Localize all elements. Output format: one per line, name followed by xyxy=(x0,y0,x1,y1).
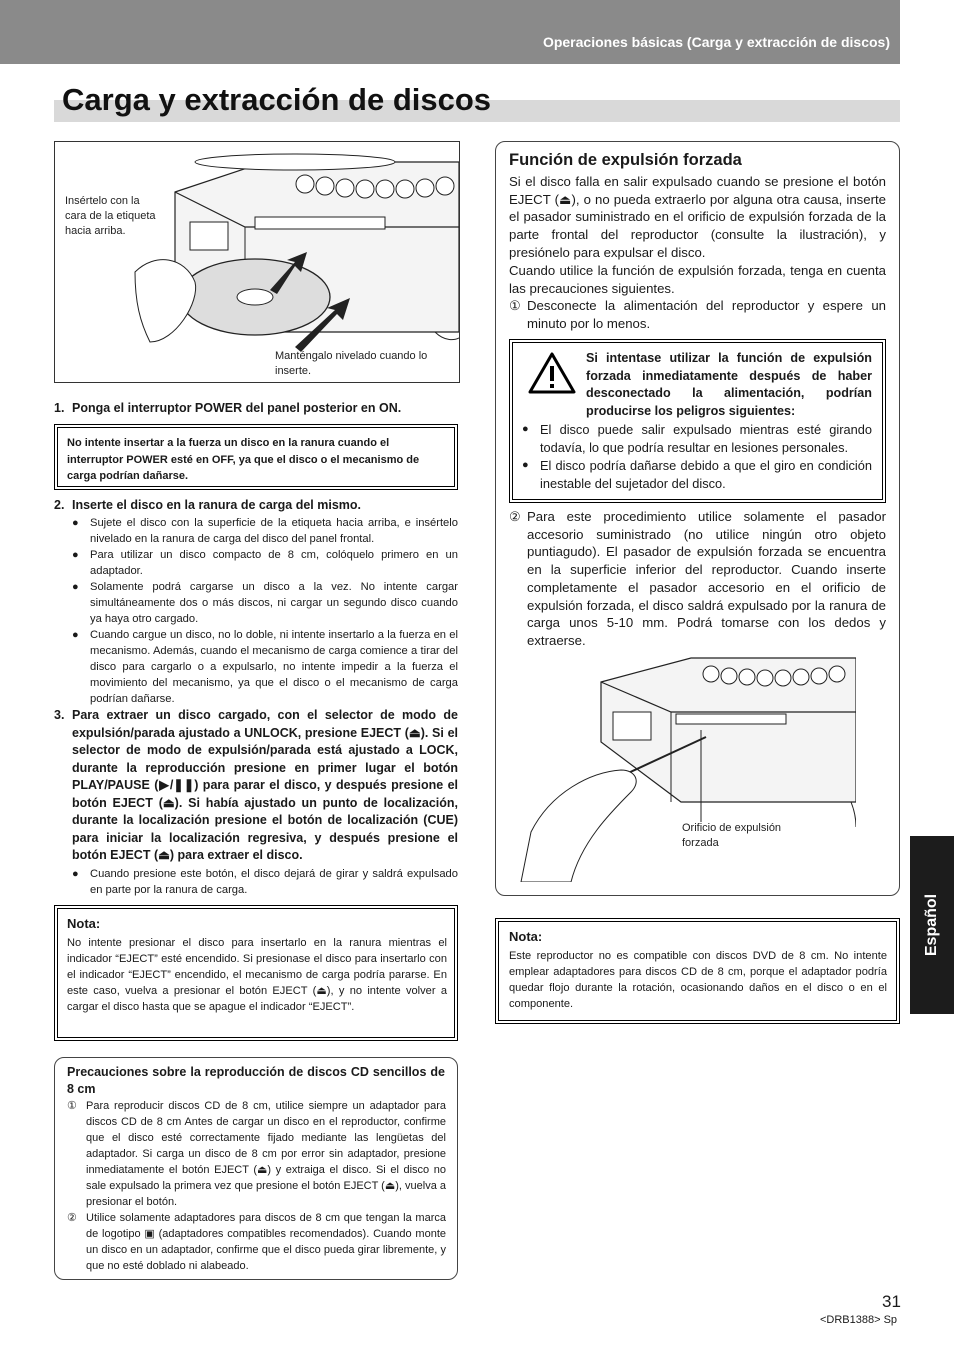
step-1 xyxy=(54,400,458,418)
bullet-text: Cuando presione este botón, el disco dejará de girar y saldrá expulsado en parte por la ranura de carga. xyxy=(90,868,458,896)
item-text: Desconecte la alimentación del reproductor y espere un minuto por lo menos. xyxy=(527,298,886,331)
bullet-icon: ● xyxy=(72,629,79,641)
item-text: Para este procedimiento utilice solamente el pasador accesorio suministrado (no utilice ningún otro objeto puntiagudo). El pasador de expulsión forzada se encuentra en la superficie inferior del reproductor. Cuando inserte completamente el pasador accesorio en el orificio de expulsión forzada, el disco saldrá expulsado por la ranura de carga unos 5-10 mm. Podrá tomarse con los dedos y extraerse. xyxy=(527,509,886,648)
circled-number: ① xyxy=(67,1100,77,1112)
caption-line: Orificio de expulsión xyxy=(682,822,782,834)
precautions-title: Precauciones sobre la reproducción de discos CD sencillos de 8 cm xyxy=(67,1065,445,1096)
bullet-icon: ● xyxy=(72,549,79,561)
note-text: No intente presionar el disco para insertarlo en la ranura mientras el indicador “EJECT” esté encendido. Si presionase el disco para insertarlo con el indicador “EJECT” encendido, el mecanismo de carga podría pararse. En este caso, vuelva a presionar el botón EJECT (⏏), y no intente volver a cargar el disco hasta que se apague el indicador “EJECT”. xyxy=(67,937,447,1013)
list-item xyxy=(509,508,886,650)
list-item xyxy=(72,866,458,898)
bullet-icon: ● xyxy=(72,517,79,529)
step-text: Para extraer un disco cargado, con el selector de modo de expulsión/parada ajustado a UNLOCK, presione EJECT (⏏). Si el selector de modo de expulsión/parada está ajustado a LOCK, durante la reproducción presione en primer lugar el botón PLAY/PAUSE (▶/❚❚) para parar el disco, y después presione el botón EJECT (⏏). Si había ajustado un punto de localización, durante la localización presione el botón de localización (CUE) para iniciar la localización regresiva, y después presione el botón EJECT (⏏) para extraer el disco. xyxy=(72,708,458,862)
caption-line: cara de la etiqueta xyxy=(65,210,156,222)
warning-heading: Si intentase utilizar la función de expulsión forzada inmediatamente después de haber desconectado la alimentación, podrían producirse los peligros siguientes: xyxy=(586,351,872,418)
list-item xyxy=(72,515,458,547)
circled-number: ② xyxy=(67,1212,77,1224)
circled-number: ① xyxy=(509,298,521,313)
bullet-icon: ● xyxy=(522,459,529,471)
step-number: 1. xyxy=(54,401,65,415)
bullet-icon: ● xyxy=(522,423,529,435)
figure1-caption-bottom xyxy=(275,349,427,379)
caption-line: inserte. xyxy=(275,365,312,377)
disc-insertion-illustration xyxy=(55,142,459,382)
forced-eject-paragraph-1: Si el disco falla en salir expulsado cuando se presione el botón EJECT (⏏), o no pueda extraerlo por alguna otra causa, inserte el pasador suministrado en el orificio de expulsión forzada de la parte frontal del reproductor (consulte la ilustración), y presiónelo para expulsar el disco. xyxy=(509,174,886,260)
step-2 xyxy=(54,497,458,515)
bullet-text: Solamente podrá cargarse un disco a la vez. No intente cargar simultáneamente dos o más discos, ni cargar un segundo disco cuando ya haya otro cargado. xyxy=(90,581,458,625)
bullet-icon: ● xyxy=(72,868,79,880)
list-item xyxy=(509,297,886,332)
list-item xyxy=(72,579,458,627)
caption-line: forzada xyxy=(682,837,719,849)
note-title: Nota: xyxy=(67,916,101,931)
header-bar xyxy=(0,0,900,64)
bullet-text: Sujete el disco con la superficie de la etiqueta hacia arriba, e insértelo nivelado en la ranura de carga del disco del panel frontal. xyxy=(90,517,458,545)
circled-number: ② xyxy=(509,509,521,524)
item-text: Para reproducir discos CD de 8 cm, utilice siempre un adaptador para discos CD de 8 cm Antes de cargar un disco en el reproductor, confirme que el disco esté correctamente fijado mediante las lengüetas del adaptador. Si carga un disco de 8 cm por error sin adaptador, presione inmediatamente el botón EJECT (⏏) y extraiga el disco. Si el disco no sale expulsado la primera vez que presione el botón EJECT (⏏), vuelva a presionar el botón. xyxy=(86,1100,446,1208)
step-3 xyxy=(54,707,458,865)
note-box-2 xyxy=(495,918,900,1024)
list-item xyxy=(522,421,872,457)
header-section-title: Operaciones básicas (Carga y extracción de discos) xyxy=(542,34,890,50)
language-tab-label: Español xyxy=(923,893,940,957)
step-number: 2. xyxy=(54,498,65,512)
warning-triangle-icon xyxy=(527,351,577,395)
language-tab xyxy=(910,836,954,1014)
list-item xyxy=(72,627,458,707)
caption-line: hacia arriba. xyxy=(65,225,126,237)
note-box-1 xyxy=(54,905,458,1041)
caption-line: Insértelo con la xyxy=(65,195,140,207)
list-item xyxy=(67,1098,446,1210)
figure1-caption-left xyxy=(65,194,156,239)
list-item xyxy=(67,1210,446,1274)
page-number: 31 xyxy=(882,1292,901,1311)
caption-line: Manténgalo nivelado cuando lo xyxy=(275,350,428,362)
list-item xyxy=(522,457,872,493)
step-text: Ponga el interruptor POWER del panel posterior en ON. xyxy=(72,401,402,415)
item-text: Utilice solamente adaptadores para discos de 8 cm que tengan la marca de logotipo ▣ (adaptadores compatibles recomendados). Cuando monte un disco en un adaptador, confirme que el disco pueda girar libremente, y que no esté doblado ni alabeado. xyxy=(86,1212,446,1272)
figure2-caption xyxy=(682,821,781,851)
bullet-text: El disco podría dañarse debido a que el giro en condición inestable del sujetador del disco. xyxy=(540,458,872,491)
step-text: Inserte el disco en la ranura de carga del mismo. xyxy=(72,498,362,512)
precautions-box xyxy=(54,1057,458,1280)
bullet-text: Para utilizar un disco compacto de 8 cm, colóquelo primero en un adaptador. xyxy=(90,549,458,577)
forced-eject-title: Función de expulsión forzada xyxy=(509,151,742,169)
document-code: <DRB1388> Sp xyxy=(820,1314,898,1326)
bullet-text: El disco puede salir expulsado mientras esté girando todavía, lo que podría resultar en lesiones personales. xyxy=(540,422,872,455)
figure-disc-insertion xyxy=(54,141,460,383)
note-text: Este reproductor no es compatible con discos DVD de 8 cm. No intente emplear adaptadores para discos CD de 8 cm, porque el adaptador podría quedar flojo durante la rotación, ocasionando daños en el disco o en el componente. xyxy=(509,950,887,1010)
warning-box-1 xyxy=(54,424,458,490)
warning-box-2 xyxy=(509,339,886,503)
step-number: 3. xyxy=(54,708,65,722)
list-item xyxy=(72,547,458,579)
page-title: Carga y extracción de discos xyxy=(62,82,492,117)
forced-eject-paragraph-2: Cuando utilice la función de expulsión forzada, tenga en cuenta las precauciones siguientes. xyxy=(509,263,886,296)
bullet-icon: ● xyxy=(72,581,79,593)
note-title: Nota: xyxy=(509,929,543,944)
bullet-text: Cuando cargue un disco, no lo doble, ni intente insertarlo a la fuerza en el mecanismo. Además, cuando el mecanismo de carga comience a tirar del disco para cargarlo o a expulsarlo, no intente impedir a la fuerza el movimiento del mecanismo, ya que el disco o el mecanismo de carga podrían dañarse. xyxy=(90,629,458,705)
warning-text-1: No intente insertar a la fuerza un disco en la ranura cuando el interruptor POWER esté en OFF, ya que el disco o el mecanismo de carga podrían dañarse. xyxy=(67,437,420,482)
